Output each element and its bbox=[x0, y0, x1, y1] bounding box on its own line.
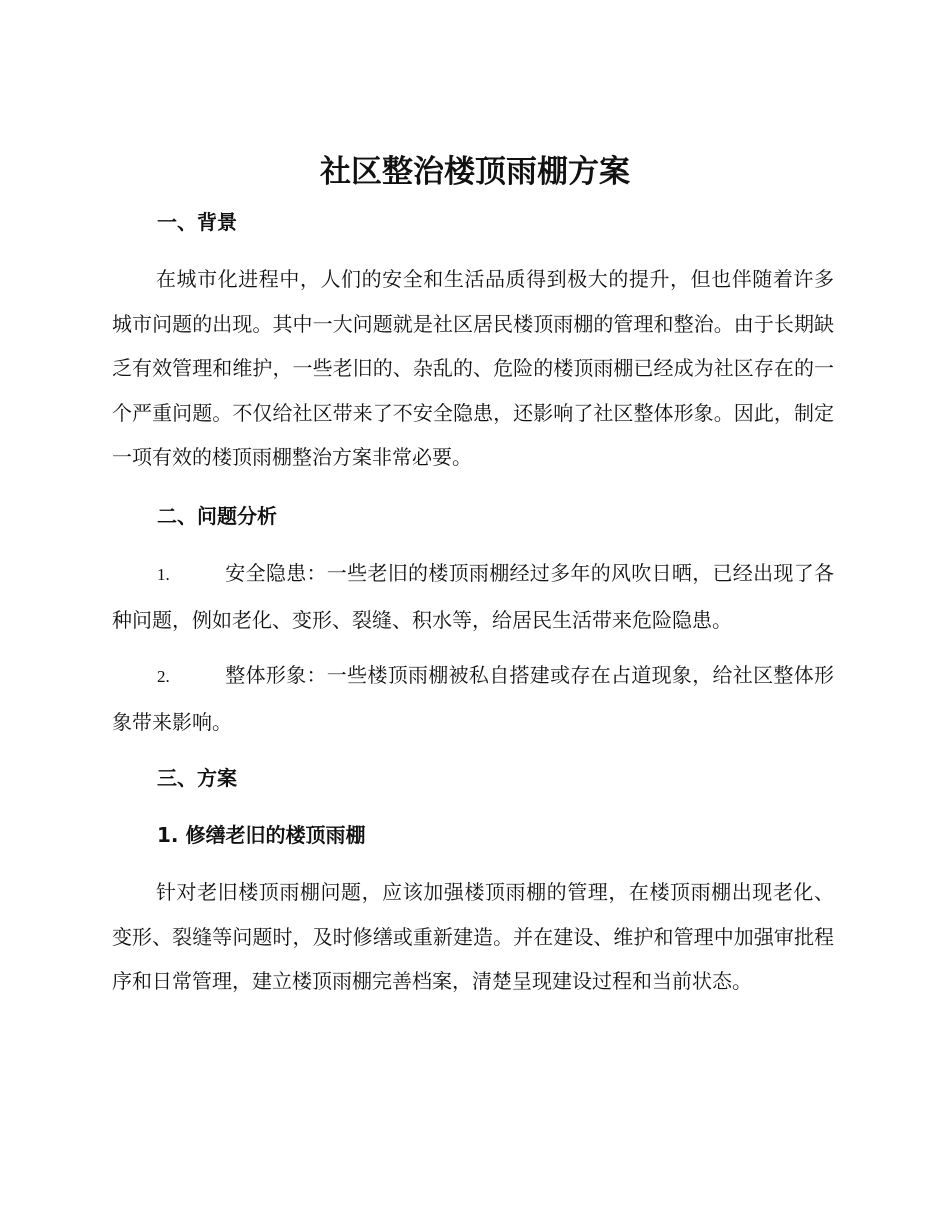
subsection-heading: 1. 修缮老旧的楼顶雨棚 bbox=[157, 823, 366, 847]
list-item-text: 整体形象：一些楼顶雨棚被私自搭建或存在占道现象，给社区整体形象带来影响。 bbox=[112, 663, 834, 734]
document-title: 社区整治楼顶雨棚方案 bbox=[320, 154, 630, 190]
plan-paragraph: 针对老旧楼顶雨棚问题，应该加强楼顶雨棚的管理，在楼顶雨棚出现老化、变形、裂缝等问题时，及时修缮或重新建造。并在建设、维护和管理中加强审批程序和日常管理，建立楼顶雨棚完善档案，清楚呈现建设过程和当前状态。 bbox=[112, 880, 834, 993]
list-item-text: 安全隐患：一些老旧的楼顶雨棚经过多年的风吹日晒，已经出现了各种问题，例如老化、变形、裂缝、积水等，给居民生活带来危险隐患。 bbox=[112, 561, 834, 632]
section-heading-plan: 三、方案 bbox=[157, 766, 237, 790]
list-number: 1. bbox=[157, 565, 170, 584]
list-item bbox=[112, 551, 834, 642]
list-item bbox=[112, 653, 834, 744]
section-heading-analysis: 二、问题分析 bbox=[157, 504, 277, 528]
section-heading-background: 一、背景 bbox=[157, 210, 237, 234]
list-number: 2. bbox=[157, 667, 170, 686]
background-paragraph: 在城市化进程中，人们的安全和生活品质得到极大的提升，但也伴随着许多城市问题的出现。其中一大问题就是社区居民楼顶雨棚的管理和整治。由于长期缺乏有效管理和维护，一些老旧的、杂乱的、危险的楼顶雨棚已经成为社区存在的一个严重问题。不仅给社区带来了不安全隐患，还影响了社区整体形象。因此，制定一项有效的楼顶雨棚整治方案非常必要。 bbox=[112, 267, 834, 469]
